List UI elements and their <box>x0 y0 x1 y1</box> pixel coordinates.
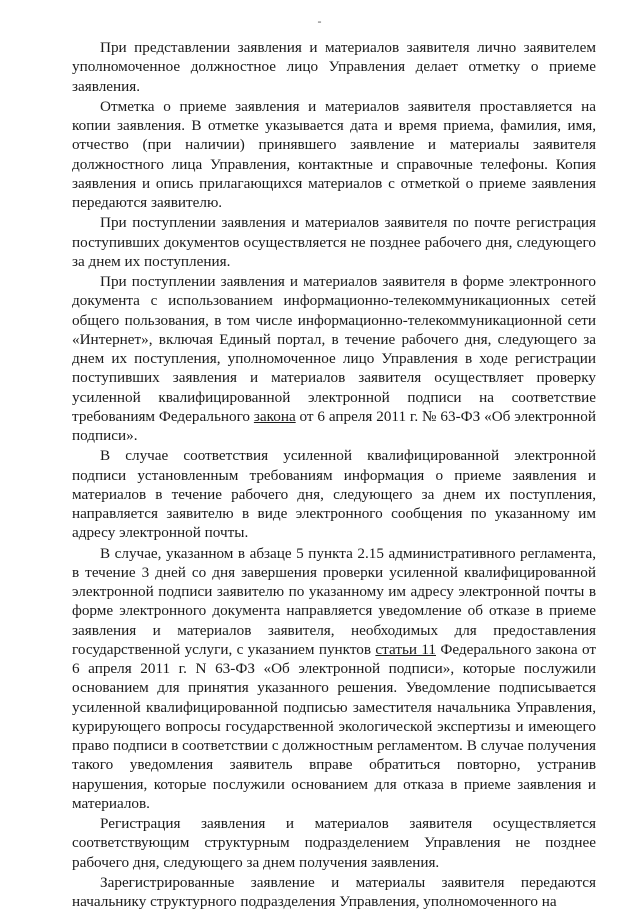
law-link[interactable]: закона <box>253 407 296 425</box>
paragraph-6 <box>72 544 596 814</box>
paragraph-4-text-before: При поступлении заявления и материалов заявителя в форме электронного документа с использованием информационно-телекоммуникационных сетей общего пользования, в том числе информационно-телекоммуникационной сети «Интернет», включая Единый портал, в течение рабочего дня, следующего за днем их поступления, уполномоченное лицо Управления в ходе регистрации поступивших заявления и материалов заявителя осуществляет проверку усиленной квалифицированной электронной подписи на соответствие требованиям Федерального <box>72 273 596 425</box>
paragraph-5: В случае соответствия усиленной квалифицированной электронной подписи установленным требованиям информация о приеме заявления и материалов в течение рабочего дня, следующего за днем их поступления, направляется заявителю в виде электронного сообщения по указанному им адресу электронной почты. <box>72 447 596 542</box>
paragraph-7: Регистрация заявления и материалов заявителя осуществляется соответствующим структурным подразделением Управления не позднее рабочего дня, следующего за днем получения заявления. <box>72 815 596 871</box>
article-link[interactable]: статьи 11 <box>375 640 436 658</box>
paragraph-6-text-after: Федерального закона от 6 апреля 2011 г. N 63-ФЗ «Об электронной подписи», которые послужили основанием для принятия указанного решения. Уведомление подписывается усиленной квалифицированной подписью заместителя начальника Управления, курирующего вопросы государственной экологической экспертизы и имеющего право подписи в соответствии с должностным регламентом. В случае получения такого уведомления заявитель вправе обратиться повторно, устранив нарушения, которые послужили основанием для отказа в приеме заявления и материалов. <box>72 640 596 812</box>
paragraph-1: При представлении заявления и материалов заявителя лично заявителем уполномоченное должностное лицо Управления делает отметку о приеме заявления. <box>72 39 596 95</box>
paragraph-4-text-after: от 6 апреля 2011 г. № 63-ФЗ «Об электронной подписи». <box>72 407 596 444</box>
paragraph-8: Зарегистрированные заявление и материалы заявителя передаются начальнику структурного подразделения Управления, уполномоченного на <box>72 873 596 910</box>
paragraph-2: Отметка о приеме заявления и материалов заявителя проставляется на копии заявления. В отметке указывается дата и время приема, фамилия, имя, отчество (при наличии) принявшего заявление и материалы заявителя должностного лица Управления, контактные и справочные телефоны. Копия заявления и опись прилагающихся материалов с отметкой о приеме заявления передаются заявителю. <box>72 97 596 211</box>
paragraph-3: При поступлении заявления и материалов заявителя по почте регистрация поступивших документов осуществляется не позднее рабочего дня, следующего за днем их поступления. <box>72 214 596 270</box>
paragraph-4 <box>72 272 596 445</box>
header-mark: - <box>317 14 323 28</box>
paragraph-6-text-before: В случае, указанном в абзаце 5 пункта 2.15 административного регламента, в течение 3 дней со дня завершения проверки усиленной квалифицированной электронной подписи заявителю по указанному им адресу электронной почты в форме электронного документа направляется уведомление об отказе в приеме заявления и материалов заявителя, необходимых для предоставления государственной услуги, с указанием пунктов <box>72 544 596 658</box>
